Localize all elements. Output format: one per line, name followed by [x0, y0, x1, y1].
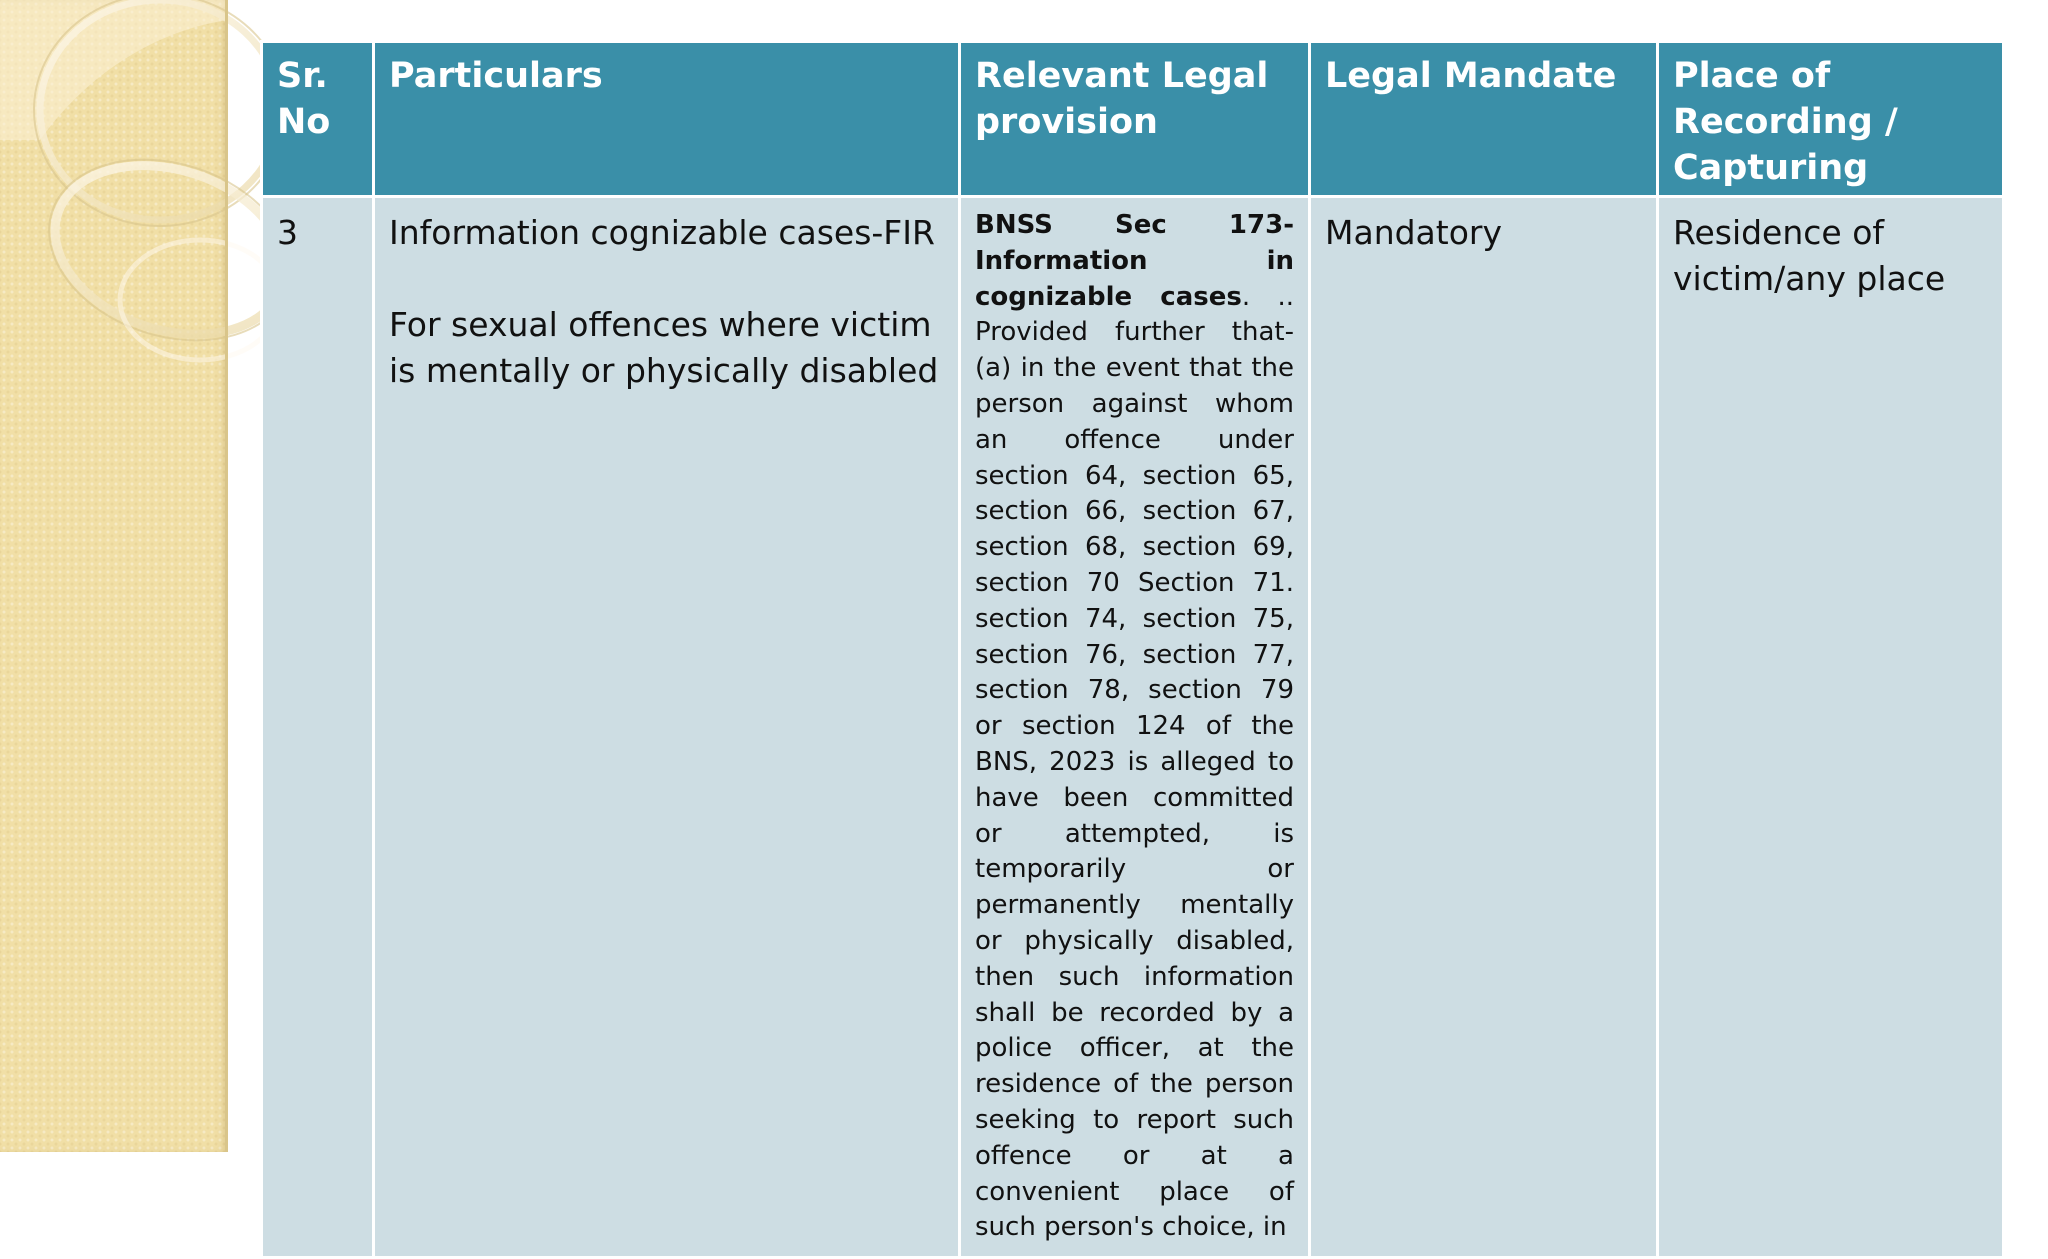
legal-provision-text: . .. Provided further that- (a) in the event that the person against whom an offence under section 64, section 65, section 66, section 67, section 68, section 69, section 70 Section 71. section 74, section 75, section 76, section 77, section 78, section 79 or section 124 of the BNS, 2023 is alleged to have been committed or attempted, is temporarily or permanently mentally or physically disabled, then such information shall be recorded by a police officer, at the residence of the person seeking to report such offence or at a convenient place of such person's choice, in [975, 281, 1294, 1243]
legal-provision-heading: BNSS Sec 173- Information in cognizable cases [975, 210, 1294, 312]
decorative-rings-icon [0, 0, 228, 420]
cell-place: Residence of victim/any place [1658, 197, 2004, 1258]
data-table-container [260, 40, 2002, 1259]
table-header-row [262, 42, 2004, 197]
data-table [260, 40, 2005, 1259]
particulars-line-1: Information cognizable cases-FIR [389, 213, 935, 252]
cell-legal-provision [960, 197, 1310, 1258]
particulars-line-2: For sexual offences where victim is mentally or physically disabled [389, 305, 939, 390]
header-legal-mandate: Legal Mandate [1310, 42, 1658, 197]
cell-legal-mandate: Mandatory [1310, 197, 1658, 1258]
table-row [262, 197, 2004, 1258]
header-particulars: Particulars [374, 42, 960, 197]
header-place: Place of Recording / Capturing [1658, 42, 2004, 197]
header-legal-provision: Relevant Legal provision [960, 42, 1310, 197]
decorative-strip [0, 0, 228, 1152]
cell-particulars [374, 197, 960, 1258]
header-sr-no: Sr. No [262, 42, 374, 197]
cell-sr-no: 3 [262, 197, 374, 1258]
